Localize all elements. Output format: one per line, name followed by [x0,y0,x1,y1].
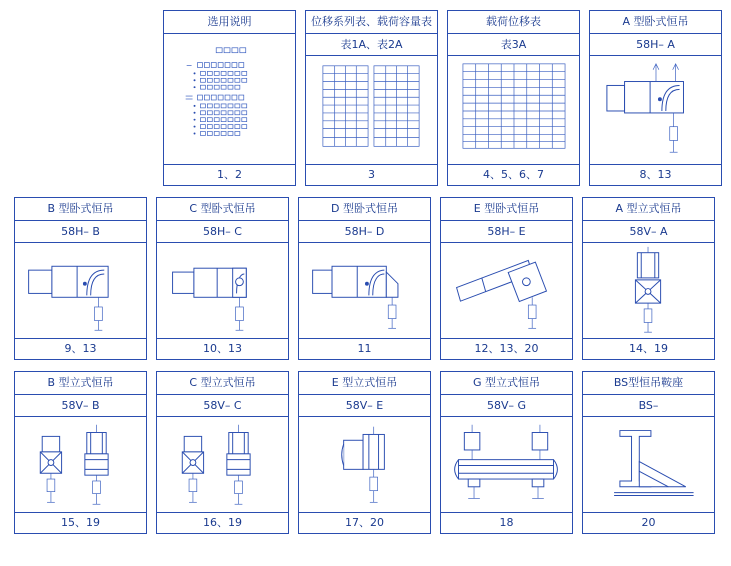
card-title: A 型立式恒吊 [583,198,714,221]
card-page-ref: 9、13 [15,338,146,359]
figure-vertical-hanger-c [157,417,288,512]
card-type-a-horizontal[interactable] [589,10,722,186]
card-page-ref: 11 [299,338,430,359]
card-title: 位移系列表、载荷容量表 [306,11,437,34]
card-page-ref: 14、19 [583,338,714,359]
card-title: C 型立式恒吊 [157,372,288,395]
card-displacement-series-capacity[interactable] [305,10,438,186]
figure-vertical-hanger-e [299,417,430,512]
card-page-ref: 17、20 [299,512,430,533]
card-type-c-vertical[interactable] [156,371,289,534]
card-title: C 型卧式恒吊 [157,198,288,221]
card-page-ref: 12、13、20 [441,338,572,359]
card-type-d-horizontal[interactable] [298,197,431,360]
card-page-ref: 1、2 [164,164,295,185]
card-page-ref: 4、5、6、7 [448,164,579,185]
card-figure-tables-1 [448,56,579,164]
card-page-ref: 18 [441,512,572,533]
figure-vertical-hanger-a [583,243,714,338]
card-page-ref: 10、13 [157,338,288,359]
card-page-ref: 3 [306,164,437,185]
figure-vertical-hanger-b [15,417,146,512]
card-subtitle: 58H– B [15,221,146,243]
figure-selection-notes [164,34,295,164]
figure-horizontal-hanger-c [157,243,288,338]
card-subtitle: 58V– B [15,395,146,417]
card-title: A 型卧式恒吊 [590,11,721,34]
card-title: BS型恒吊鞍座 [583,372,714,395]
card-subtitle: BS– [583,395,714,417]
card-figure-horizontal-c [157,243,288,338]
card-page-ref: 8、13 [590,164,721,185]
card-bs-saddle[interactable] [582,371,715,534]
card-figure-horizontal-a [590,56,721,164]
card-subtitle: 58H– A [590,34,721,56]
card-type-b-vertical[interactable] [14,371,147,534]
card-figure-vertical-e [299,417,430,512]
card-figure-horizontal-b [15,243,146,338]
card-load-displacement[interactable] [447,10,580,186]
card-type-g-vertical[interactable] [440,371,573,534]
card-figure-vertical-b [15,417,146,512]
card-title: B 型立式恒吊 [15,372,146,395]
card-title: G 型立式恒吊 [441,372,572,395]
card-page-ref: 16、19 [157,512,288,533]
card-figure-text-block [164,34,295,164]
card-subtitle: 58V– G [441,395,572,417]
card-title: B 型卧式恒吊 [15,198,146,221]
card-type-c-horizontal[interactable] [156,197,289,360]
card-title: E 型立式恒吊 [299,372,430,395]
card-figure-vertical-a [583,243,714,338]
figure-horizontal-hanger-e [441,243,572,338]
figure-horizontal-hanger-a [590,56,721,164]
card-subtitle: 表1A、表2A [306,34,437,56]
card-figure-saddle-bs [583,417,714,512]
figure-tables-one [448,56,579,164]
card-subtitle: 58V– E [299,395,430,417]
card-page-ref: 20 [583,512,714,533]
card-subtitle: 表3A [448,34,579,56]
card-figure-vertical-g [441,417,572,512]
card-row-2 [0,186,731,360]
card-subtitle: 58H– E [441,221,572,243]
figure-vertical-hanger-g [441,417,572,512]
figure-tables-two [306,56,437,164]
card-page-ref: 15、19 [15,512,146,533]
card-title: D 型卧式恒吊 [299,198,430,221]
figure-saddle-bs [583,417,714,512]
card-figure-tables-2 [306,56,437,164]
card-title: 载荷位移表 [448,11,579,34]
card-type-b-horizontal[interactable] [14,197,147,360]
card-type-a-vertical[interactable] [582,197,715,360]
card-subtitle: 58V– A [583,221,714,243]
figure-horizontal-hanger-d [299,243,430,338]
card-title: E 型卧式恒吊 [441,198,572,221]
card-type-e-vertical[interactable] [298,371,431,534]
card-figure-horizontal-e [441,243,572,338]
card-row-3 [0,360,731,534]
card-type-e-horizontal[interactable] [440,197,573,360]
card-subtitle: 58V– C [157,395,288,417]
card-figure-horizontal-d [299,243,430,338]
card-figure-vertical-c [157,417,288,512]
card-subtitle: 58H– C [157,221,288,243]
card-selection-notes[interactable] [163,10,296,186]
card-title: 选用说明 [164,11,295,34]
figure-horizontal-hanger-b [15,243,146,338]
card-subtitle: 58H– D [299,221,430,243]
card-row-1 [0,0,731,186]
